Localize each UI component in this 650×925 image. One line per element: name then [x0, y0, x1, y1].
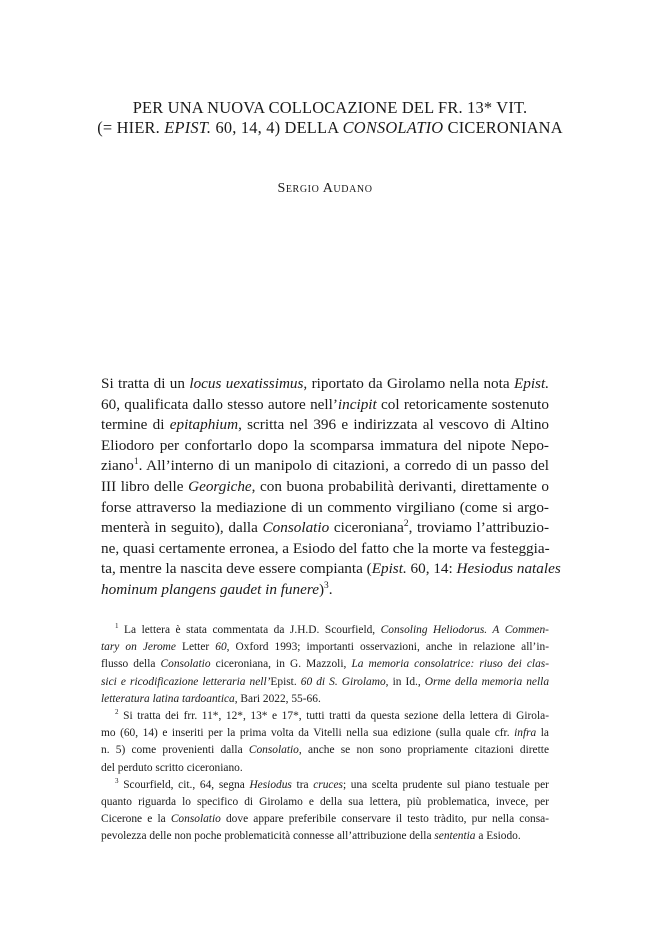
- footnote-ref-3[interactable]: 3: [324, 580, 329, 591]
- text: . All’interno di un manipolo di citazioni, a corredo di un passo del: [138, 457, 549, 475]
- italic-text: locus uexatissimus: [189, 375, 304, 392]
- italic-text: Hesiodus: [249, 778, 292, 791]
- italic-text: Consolatio: [160, 658, 211, 671]
- text: n. 5) come provenienti dalla: [101, 744, 249, 757]
- italic-text: Consoling Heliodorus. A Commen-: [380, 624, 549, 636]
- text: Si tratta dei frr. 11*, 12*, 13* e 17*, tutti tratti da questa sezione della lettera di Girola-: [123, 709, 549, 722]
- italic-text: Georgiche: [188, 477, 252, 495]
- footnote-number: 3: [115, 776, 119, 785]
- footnote-line: [101, 742, 549, 759]
- title-line-1: PER UNA NUOVA COLLOCAZIONE DEL FR. 13* VIT.: [132, 98, 528, 117]
- text: 60, 14:: [406, 560, 457, 578]
- text: III libro delle: [101, 477, 189, 495]
- body-line: [101, 374, 549, 395]
- text: ziano: [101, 457, 134, 475]
- text: , scritta nel 396 e indirizzata al vescovo di Altino: [238, 416, 550, 434]
- text: , in Id.,: [385, 675, 425, 688]
- italic-text: infra: [514, 727, 537, 740]
- text: flusso della: [101, 658, 161, 671]
- text: Si tratta di un: [101, 375, 190, 392]
- footnote-line: [101, 691, 549, 708]
- footnote-line: [101, 674, 549, 691]
- text: Letter: [175, 641, 216, 654]
- italic-text: Hesiodus natales: [456, 560, 561, 578]
- body-line: forse attraverso la mediazione di un commento virgiliano (come si argo-: [101, 498, 549, 516]
- footnote-1: [101, 622, 549, 639]
- text: , anche se non sono propriamente citazioni dirette: [298, 744, 550, 757]
- footnote-ref-1[interactable]: 1: [133, 457, 139, 468]
- footnote-number: 1: [115, 622, 119, 631]
- text: La lettera è stata commentata da J.H.D. Scourfield,: [124, 624, 381, 636]
- text: , troviamo l’attribuzio-: [408, 519, 550, 537]
- italic-text: La memoria consolatrice: riuso dei clas-: [351, 658, 549, 671]
- body-line: [101, 559, 561, 580]
- italic-text: Consolatio: [262, 519, 330, 537]
- text: dove appare preferibile conservare il testo tràdito, pur nella consa-: [220, 813, 550, 826]
- italic-text: tary on Jerome: [101, 641, 176, 654]
- italic-text: 60: [215, 641, 227, 654]
- footnote-3: [101, 777, 549, 794]
- footnote-line: [101, 811, 549, 828]
- text: , con buona probabilità derivanti, direttamente o: [251, 477, 550, 495]
- text: menterà in seguito), dalla: [101, 519, 263, 537]
- footnote-number: 2: [115, 708, 119, 717]
- footnote-ref-2[interactable]: 2: [403, 519, 409, 530]
- body-line: ne, quasi certamente erronea, a Esiodo del fatto che la morte va festeggia-: [101, 539, 550, 557]
- body-line: [101, 477, 549, 498]
- italic-text: 60 di S. Girolamo: [300, 675, 386, 688]
- italic-text: Consolatio: [170, 813, 221, 826]
- text: termine di: [101, 416, 170, 434]
- body-line: [101, 456, 549, 477]
- text: col retoricamente sostenuto: [376, 395, 549, 413]
- footnote-line: [101, 725, 549, 742]
- text: pevolezza delle non poche problematicità connesse all’attribuzione della: [101, 830, 435, 843]
- text: ciceroniana, in G. Mazzoli,: [210, 658, 352, 671]
- body-line: [101, 518, 549, 539]
- text: tra: [291, 778, 314, 791]
- text: mo (60, 14) e inseriti per la prima volta da Vitelli nella sua edizione (sulla quale cfr.: [101, 727, 515, 740]
- text: Epist.: [270, 675, 301, 688]
- italic-text: Epist.: [371, 560, 407, 578]
- text: ): [318, 580, 325, 598]
- footnote-line: quanto riguarda lo specifico di Girolamo e della sua lettera, più problematica, invece, per: [101, 795, 549, 808]
- footnote-line: del perduto scritto ciceroniano.: [101, 761, 243, 774]
- text: la: [536, 727, 549, 740]
- footnote-2: [101, 708, 549, 725]
- italic-text: sententia: [434, 830, 476, 843]
- body-line: [101, 395, 549, 416]
- title-line-2: [60, 118, 600, 138]
- footnote-line: [101, 828, 549, 845]
- text: ta, mentre la nascita deve essere compianta (: [101, 560, 372, 578]
- text: , Bari 2022, 55-66.: [234, 692, 321, 705]
- title-text: 60, 14, 4) DELLA: [211, 118, 343, 137]
- article-title: [60, 98, 600, 138]
- author-name: Sergio Audano: [277, 181, 373, 196]
- italic-text: Orme della memoria nella: [424, 675, 550, 688]
- text: .: [328, 580, 333, 598]
- text: , Oxford 1993; importanti osservazioni, anche in relazione all’in-: [226, 641, 549, 654]
- footnote-line: [101, 656, 549, 673]
- text: , riportato da Girolamo nella nota: [303, 375, 514, 392]
- title-text: CICERONIANA: [443, 118, 563, 137]
- footnote-line: [101, 639, 549, 656]
- body-line: [101, 580, 549, 601]
- footnotes: [101, 622, 549, 845]
- title-italic: EPIST.: [164, 118, 212, 137]
- text: Scourfield, cit., 64, segna: [123, 778, 250, 791]
- text: Cicerone e la: [101, 813, 171, 826]
- text: 60, qualificata dallo stesso autore nell’: [101, 395, 338, 413]
- italic-text: incipit: [337, 395, 377, 413]
- body-line: [101, 415, 549, 436]
- title-text: (= HIER.: [97, 118, 165, 137]
- text: a Esiodo.: [475, 830, 521, 843]
- text: ciceroniana: [329, 519, 404, 537]
- italic-text: sici e ricodificazione letteraria nell’: [101, 675, 271, 688]
- title-italic: CONSOLATIO: [342, 118, 444, 137]
- italic-text: Epist.: [513, 375, 549, 392]
- italic-text: Consolatio: [248, 744, 299, 757]
- italic-text: letteratura latina tardoantica: [101, 692, 235, 705]
- italic-text: hominum plangens gaudet in funere: [101, 580, 319, 598]
- body-line: Eliodoro per confortarlo dopo la scomparsa immatura del nipote Nepo-: [101, 436, 549, 454]
- italic-text: epitaphium: [169, 416, 239, 434]
- body-paragraph: [101, 374, 561, 601]
- text: ; una scelta prudente sul piano testuale per: [342, 778, 549, 791]
- italic-text: cruces: [313, 778, 343, 791]
